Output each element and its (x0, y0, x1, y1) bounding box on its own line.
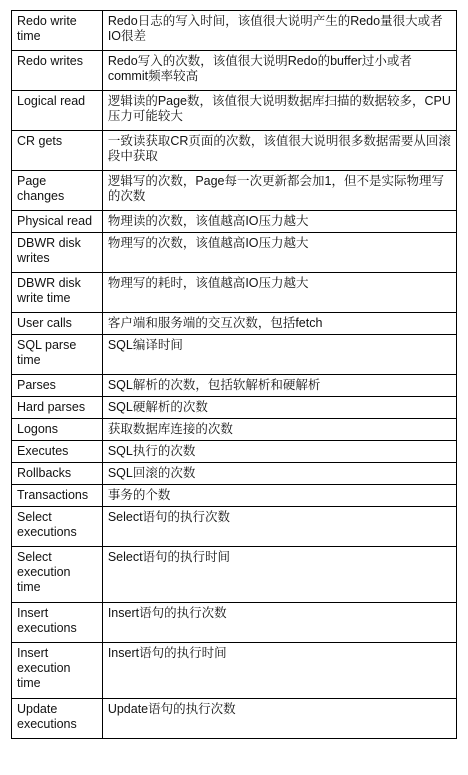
metric-name-cell: Transactions (12, 485, 103, 507)
metric-description-cell: 一致读获取CR页面的次数，该值很大说明很多数据需要从回滚段中获取 (102, 131, 456, 171)
table-row (12, 375, 457, 397)
metric-name-cell: DBWR disk writes (12, 233, 103, 273)
metric-name-cell: Insert execution time (12, 643, 103, 699)
metric-description-cell: Update语句的执行次数 (102, 699, 456, 739)
metric-description-cell: Redo写入的次数，该值很大说明Redo的buffer过小或者commit频率较高 (102, 51, 456, 91)
metric-name-cell: User calls (12, 313, 103, 335)
table-row (12, 485, 457, 507)
metric-description-cell: Select语句的执行次数 (102, 507, 456, 547)
table-row (12, 335, 457, 375)
metric-name-cell: Logical read (12, 91, 103, 131)
table-row (12, 397, 457, 419)
metric-description-cell: Insert语句的执行时间 (102, 643, 456, 699)
table-row (12, 171, 457, 211)
metric-name-cell: Physical read (12, 211, 103, 233)
metric-description-cell: 获取数据库连接的次数 (102, 419, 456, 441)
metric-name-cell: Update executions (12, 699, 103, 739)
metric-description-cell: SQL执行的次数 (102, 441, 456, 463)
table-row (12, 11, 457, 51)
table-row (12, 273, 457, 313)
metric-name-cell: Parses (12, 375, 103, 397)
table-row (12, 131, 457, 171)
metric-description-cell: Redo日志的写入时间，该值很大说明产生的Redo量很大或者IO很差 (102, 11, 456, 51)
metric-description-cell: 物理读的次数，该值越高IO压力越大 (102, 211, 456, 233)
metric-description-cell: SQL解析的次数，包括软解析和硬解析 (102, 375, 456, 397)
table-row (12, 51, 457, 91)
table-row (12, 547, 457, 603)
metric-description-cell: SQL编译时间 (102, 335, 456, 375)
table-row (12, 419, 457, 441)
metric-name-cell: DBWR disk write time (12, 273, 103, 313)
metric-description-cell: SQL硬解析的次数 (102, 397, 456, 419)
metric-description-cell: Select语句的执行时间 (102, 547, 456, 603)
metric-name-cell: Logons (12, 419, 103, 441)
metric-description-cell: 逻辑读的Page数，该值很大说明数据库扫描的数据较多，CPU压力可能较大 (102, 91, 456, 131)
metric-name-cell: Redo write time (12, 11, 103, 51)
table-row (12, 211, 457, 233)
metric-name-cell: Rollbacks (12, 463, 103, 485)
table-row (12, 463, 457, 485)
metrics-table-body (12, 11, 457, 739)
metric-name-cell: Redo writes (12, 51, 103, 91)
table-row (12, 699, 457, 739)
metric-name-cell: CR gets (12, 131, 103, 171)
metric-description-cell: 客户端和服务端的交互次数，包括fetch (102, 313, 456, 335)
metrics-table (11, 10, 457, 739)
table-row (12, 441, 457, 463)
metric-name-cell: Select execution time (12, 547, 103, 603)
metric-description-cell: 物理写的耗时，该值越高IO压力越大 (102, 273, 456, 313)
table-row (12, 313, 457, 335)
table-row (12, 507, 457, 547)
table-row (12, 643, 457, 699)
metric-description-cell: Insert语句的执行次数 (102, 603, 456, 643)
metrics-table-container (11, 10, 457, 739)
metric-name-cell: Page changes (12, 171, 103, 211)
table-row (12, 233, 457, 273)
table-row (12, 603, 457, 643)
metric-description-cell: SQL回滚的次数 (102, 463, 456, 485)
metric-name-cell: Insert executions (12, 603, 103, 643)
metric-name-cell: Executes (12, 441, 103, 463)
metric-name-cell: SQL parse time (12, 335, 103, 375)
metric-description-cell: 逻辑写的次数，Page每一次更新都会加1，但不是实际物理写的次数 (102, 171, 456, 211)
metric-name-cell: Select executions (12, 507, 103, 547)
metric-name-cell: Hard parses (12, 397, 103, 419)
metric-description-cell: 事务的个数 (102, 485, 456, 507)
metric-description-cell: 物理写的次数，该值越高IO压力越大 (102, 233, 456, 273)
table-row (12, 91, 457, 131)
